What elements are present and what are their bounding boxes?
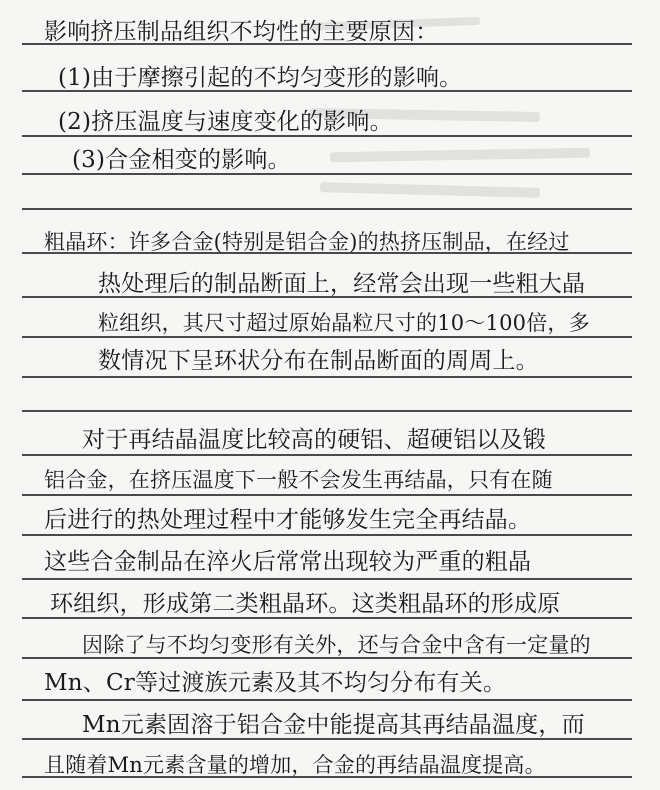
handwritten-line: 数情况下呈环状分布在制品断面的周周上。 [98, 348, 539, 374]
ghost-stroke [320, 182, 540, 198]
handwritten-line: 后进行的热处理过程中才能够发生完全再结晶。 [44, 507, 532, 533]
handwritten-line: 热处理后的制品断面上，经常会出现一些粗大晶 [98, 271, 586, 297]
handwritten-line: (3)合金相变的影响。 [72, 147, 291, 173]
ruled-line [22, 578, 632, 580]
handwritten-line: 粗晶环：许多合金(特别是铝合金)的热挤压制品，在经过 [44, 230, 570, 254]
handwritten-line: 这些合金制品在淬火后常常出现较为严重的粗晶 [44, 549, 532, 575]
ghost-stroke [330, 148, 590, 163]
handwritten-line: (1)由于摩擦引起的不均匀变形的影响。 [58, 65, 463, 91]
handwritten-line: 对于再结晶温度比较高的硬铝、超硬铝以及锻 [82, 427, 546, 453]
handwritten-line: 环组织，形成第二类粗晶环。这类粗晶环的形成原 [50, 591, 561, 617]
ruled-line [22, 494, 632, 496]
handwritten-line: 粒组织，其尺寸超过原始晶粒尺寸的10～100倍，多 [98, 311, 590, 335]
handwritten-line: (2)挤压温度与速度变化的影响。 [58, 109, 393, 135]
ruled-line [22, 699, 632, 701]
handwritten-line: 因除了与不均匀变形有关外，还与合金中含有一定量的 [82, 633, 591, 657]
ruled-line [22, 534, 632, 536]
handwritten-line: 铝合金，在挤压温度下一般不会发生再结晶，只有在随 [44, 468, 553, 492]
handwritten-line: Mn、Cr等过渡族元素及其不均匀分布有关。 [44, 670, 507, 696]
handwritten-line: 影响挤压制品组织不均性的主要原因： [44, 19, 439, 45]
handwritten-line: 且随着Mn元素含量的增加，合金的再结晶温度提高。 [44, 753, 546, 777]
ruled-line [22, 208, 632, 210]
handwritten-line: Mn元素固溶于铝合金中能提高其再结晶温度，而 [82, 712, 585, 738]
ruled-line [22, 454, 632, 456]
ruled-line [22, 376, 632, 378]
ruled-line [22, 410, 632, 412]
